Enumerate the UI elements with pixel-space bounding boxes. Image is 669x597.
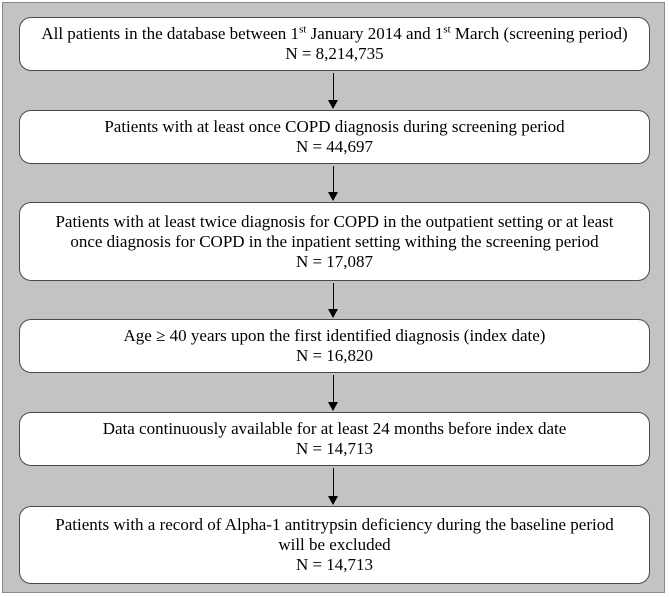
step-6-count: N = 14,713: [295, 555, 374, 574]
step-4-count: N = 16,820: [295, 346, 374, 365]
step-2-box: [19, 110, 650, 164]
arrow-down-icon: [333, 166, 334, 200]
step-1-box: [19, 17, 650, 71]
arrow-down-icon: [333, 468, 334, 504]
step-5-count: N = 14,713: [295, 439, 374, 458]
flowchart-panel: [2, 2, 665, 593]
step-4-text: Age ≥ 40 years upon the first identified diagnosis (index date): [123, 326, 546, 345]
step-3-text-line-2: once diagnosis for COPD in the inpatient setting withing the screening period: [70, 231, 599, 251]
step-3-count: N = 17,087: [295, 251, 374, 271]
step-3-text-line-1: Patients with at least twice diagnosis for COPD in the outpatient setting or at least: [55, 211, 614, 231]
step-1-text: All patients in the database between 1st January 2014 and 1st March (screening period): [41, 23, 628, 43]
step-5-box: [19, 412, 650, 466]
arrow-down-icon: [333, 283, 334, 317]
step-6-text-line-2: will be excluded: [278, 535, 391, 554]
arrow-down-icon: [333, 73, 334, 108]
step-1-count: N = 8,214,735: [285, 44, 384, 63]
step-6-box: [19, 506, 650, 584]
step-4-box: [19, 319, 650, 373]
step-2-count: N = 44,697: [295, 137, 374, 156]
step-5-text: Data continuously available for at least 24 months before index date: [102, 419, 567, 438]
step-3-box: [19, 202, 650, 281]
arrow-down-icon: [333, 375, 334, 410]
step-2-text: Patients with at least once COPD diagnosis during screening period: [104, 117, 565, 136]
step-6-text-line-1: Patients with a record of Alpha-1 antitrypsin deficiency during the baseline period: [55, 515, 614, 534]
